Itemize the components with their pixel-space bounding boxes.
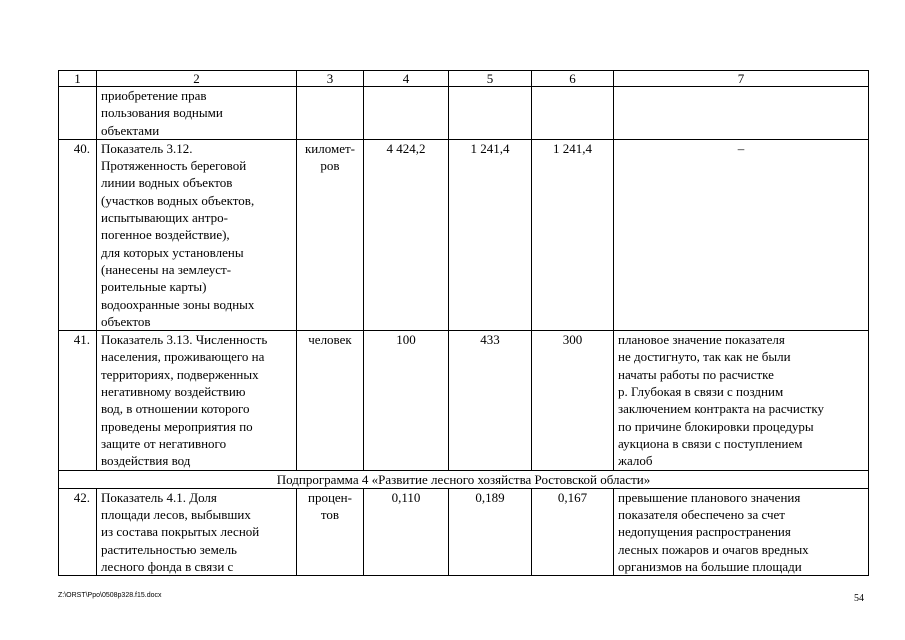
row-number [59,87,97,140]
row-number: 41. [59,331,97,470]
value-col6: 300 [532,331,614,470]
indicator-name: Показатель 3.12. Протяженность береговой линии водных объектов (участков водных объектов, испытывающих антро- погенное воздействие), для которых установлены (нанесены на землеуст- роительные карты) водоохранные зоны водных объектов [97,139,297,330]
unit: километ- ров [297,139,364,330]
value-col6 [532,87,614,140]
value-col6: 0,167 [532,488,614,575]
value-col4 [364,87,449,140]
header-col-4: 4 [364,71,449,87]
header-col-7: 7 [614,71,869,87]
header-col-6: 6 [532,71,614,87]
subprogram-title: Подпрограмма 4 «Развитие лесного хозяйства Ростовской области» [59,470,869,488]
indicator-name: Показатель 4.1. Доля площади лесов, выбывших из состава покрытых лесной растительностью земель лесного фонда в связи с [97,488,297,575]
note [614,87,869,140]
row-number: 42. [59,488,97,575]
header-col-5: 5 [449,71,532,87]
value-col5: 433 [449,331,532,470]
unit: процен- тов [297,488,364,575]
indicator-name: Показатель 3.13. Численность населения, проживающего на территориях, подверженных негативному воздействию вод, в отношении которого проведены мероприятия по защите от негативного воздействия вод [97,331,297,470]
unit: человек [297,331,364,470]
value-col4: 100 [364,331,449,470]
page-number: 54 [854,593,864,604]
value-col5 [449,87,532,140]
table-header-row [59,71,869,87]
footer-file-path: Z:\ORST\Ppo\0508p328.f15.docx [58,592,162,599]
note: – [614,139,869,330]
header-col-2: 2 [97,71,297,87]
value-col5: 0,189 [449,488,532,575]
value-col6: 1 241,4 [532,139,614,330]
subprogram-row [59,470,869,488]
indicator-table [58,70,869,576]
value-col5: 1 241,4 [449,139,532,330]
note: плановое значение показателя не достигнуто, так как не были начаты работы по расчистке р. Глубокая в связи с поздним заключением контракта на расчистку по причине блокировки процедуры аукциона в связи с поступлением жалоб [614,331,869,470]
table-row-continuation [59,87,869,140]
value-col4: 4 424,2 [364,139,449,330]
value-col4: 0,110 [364,488,449,575]
note: превышение планового значения показателя обеспечено за счет недопущения распространения лесных пожаров и очагов вредных организмов на большие площади [614,488,869,575]
unit [297,87,364,140]
header-col-3: 3 [297,71,364,87]
indicator-name: приобретение прав пользования водными объектами [97,87,297,140]
header-col-1: 1 [59,71,97,87]
row-number: 40. [59,139,97,330]
table-row-40 [59,139,869,330]
table-row-42 [59,488,869,575]
table-row-41 [59,331,869,470]
